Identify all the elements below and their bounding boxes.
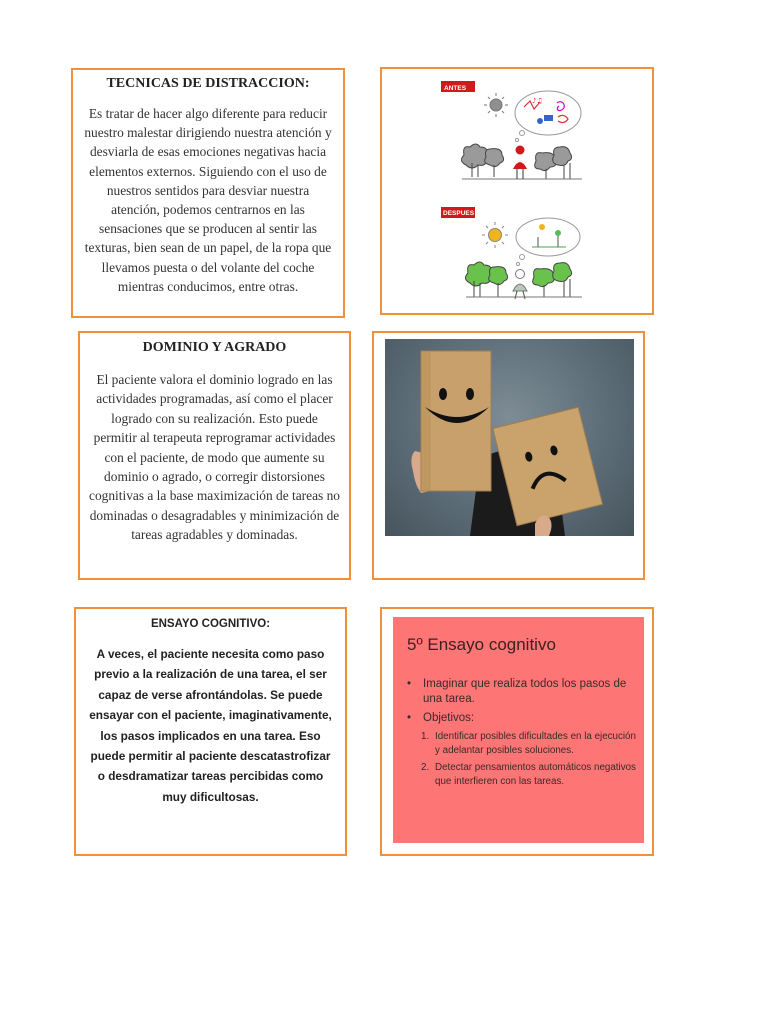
slide-bullet [407, 677, 637, 707]
objective-item [421, 730, 637, 757]
card-title: TECNICAS DE DISTRACCION: [106, 76, 310, 91]
objective-text: Identificar posibles dificultades en la ejecución y adelantar posibles soluciones. [435, 731, 636, 756]
calm-thought-cloud-icon [516, 218, 580, 266]
bullet-text: Imaginar que realiza todos los pasos de una tarea. [423, 678, 627, 705]
card-body: Es tratar de hacer algo diferente para reducir nuestro malestar dirigiendo nuestra atención y desviarla de esas emociones negativas hacia elementos externos. Siguiendo con el uso de nuestros sentidos para desviar nuestra atención, podemos centrarnos en las sensaciones que se producen al sentir las texturas, bien sean de un papel, de la ropa que llevamos puesta o del volante del coche mientras conducimos, entre otras. [84, 106, 332, 294]
card-ensayo-cognitivo [74, 607, 347, 856]
card-title: ENSAYO COGNITIVO: [150, 618, 271, 630]
slide-list [407, 677, 637, 792]
thought-bubble-illustration [382, 69, 652, 313]
card-antes-despues-illustration [380, 67, 654, 315]
bullet-icon: • [407, 712, 412, 724]
card-body: A veces, el paciente necesita como paso previo a la realización de una tarea, el ser capaz de verse afrontándolas. Se puede ensayar con el paciente, imaginativamente, los pasos implicados en una tarea. Eso puede permitir al paciente descatastrofizar o desdramatizar tareas percibidas como muy dificultosas. [89, 647, 332, 804]
card-title: DOMINIO Y AGRADO [142, 340, 287, 355]
card-tecnicas-distraccion [71, 68, 345, 318]
objective-number: 1. [421, 731, 430, 742]
despues-label: DESPUES [443, 210, 475, 217]
bullet-icon: • [407, 678, 412, 690]
smiley-and-frown-cardboard-masks-icon [385, 339, 634, 536]
red-person-icon [513, 146, 527, 180]
objective-number: 2. [421, 762, 430, 773]
objective-item [421, 761, 637, 788]
slide-title: 5º Ensayo cognitivo [407, 635, 556, 654]
masks-photo [385, 339, 634, 536]
grey-sun-icon [484, 93, 508, 117]
green-trees-icon [465, 262, 582, 297]
yellow-sun-icon [482, 222, 508, 248]
card-ensayo-slide [380, 607, 654, 856]
chaotic-thought-cloud-icon [515, 91, 581, 142]
card-masks-photo [372, 331, 645, 580]
calm-person-icon [513, 270, 527, 300]
svg-text:♪♫: ♪♫ [532, 97, 543, 105]
objective-text: Detectar pensamientos automáticos negativos que interfieren con las tareas. [435, 762, 636, 787]
slide [393, 617, 644, 843]
slide-bullet [407, 711, 637, 726]
card-body: El paciente valora el dominio logrado en las actividades programadas, así como el placer logrado con su realización. Esto puede permitir al terapeuta reprogramar actividades con el paciente, de modo que aumente su dominio o agrado, o corregir distorsiones cognitivas a la base maximización de tareas no dominadas o desagradables y minimización de tareas agradables y dominadas. [89, 372, 340, 543]
card-dominio-agrado [78, 331, 351, 580]
antes-label: ANTES [444, 85, 467, 92]
bullet-text: Objetivos: [423, 712, 475, 724]
